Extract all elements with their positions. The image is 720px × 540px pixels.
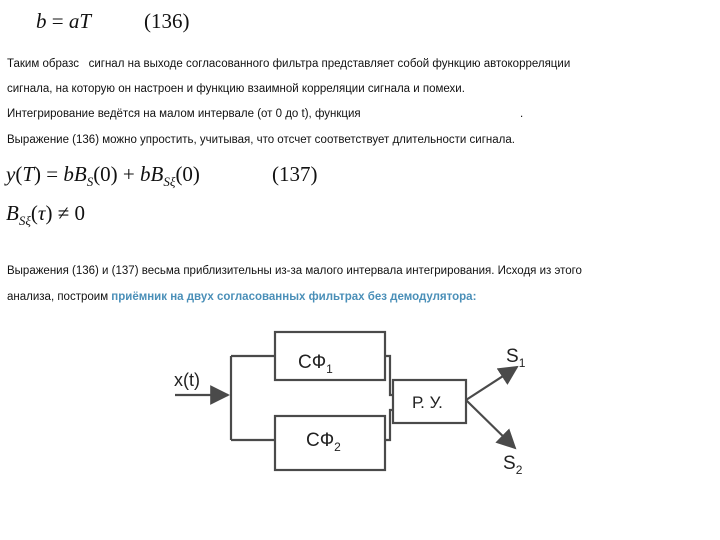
output-1-label [506, 346, 526, 370]
output-arrow-1 [466, 367, 517, 400]
highlighted-phrase: приёмник на двух согласованных фильтрах без демодулятора: [111, 291, 477, 303]
filter-1-main: СФ [298, 352, 327, 373]
filter2-to-decision-line [385, 410, 393, 440]
ineq-tau: τ [37, 201, 46, 225]
paragraph-2-dot: . [520, 108, 524, 120]
filter-2-sub: 2 [334, 440, 341, 454]
ineq-B: B [6, 201, 19, 225]
filter-2-main: СФ [306, 430, 335, 451]
eq137-B1: B [73, 162, 87, 186]
eq137-arg2: (0) [175, 162, 200, 186]
ineq-open: ( [30, 201, 38, 225]
eq137-b1: b [63, 162, 74, 186]
output-1-sub: 1 [518, 356, 526, 370]
equation-136-number: (136) [144, 9, 190, 33]
eq137-open: ( [15, 162, 23, 186]
eq137-b2: b [140, 162, 151, 186]
eq137-T: T [22, 162, 35, 186]
filter-1-sub: 1 [326, 362, 333, 376]
paragraph-3-line-1: Выражение (136) можно упростить, учитывая, что отсчет соответствует длительности сигнала. [7, 134, 515, 146]
filter-1-label [298, 352, 333, 376]
paragraph-1-line-2: сигнала, на которую он настроен и функцию взаимной корреляции сигнала и помехи. [7, 83, 465, 95]
eq137-sub1: S [86, 174, 94, 190]
filter1-to-decision-line [385, 356, 393, 395]
eq137-sub2: Sξ [163, 174, 176, 190]
output-2-sub: 2 [515, 463, 523, 477]
input-label: x(t) [174, 370, 200, 390]
eq136-b: b [36, 9, 47, 33]
eq136-equals: = [46, 9, 69, 33]
eq137-B2: B [150, 162, 164, 186]
output-2-label [503, 453, 523, 477]
eq137-y: y [6, 162, 16, 186]
eq137-close: ) = [34, 162, 64, 186]
eq136-a: a [68, 9, 80, 33]
paragraph-4-line-2-start: анализа, построим [7, 291, 112, 303]
filter-2-label [306, 430, 341, 454]
decision-device-label: Р. У. [412, 393, 443, 412]
eq136-T: T [79, 9, 92, 33]
paragraph-2-line-1: Интегрирование ведётся на малом интервале (от 0 до t), функция [7, 108, 361, 120]
paragraph-1-line-1: Таким образс сигнал на выходе согласованного фильтра представляет собой функцию автокорреляции [7, 58, 571, 70]
equation-137-number: (137) [272, 162, 318, 186]
output-2-main: S [503, 453, 516, 474]
eq137-arg1: (0) + [93, 162, 141, 186]
output-1-main: S [506, 346, 519, 367]
ineq-sub: Sξ [18, 213, 31, 229]
paragraph-4-line-1: Выражения (136) и (137) весьма приблизительны из-за малого интервала интегрирования. Исходя из этого [7, 265, 582, 277]
output-arrow-2 [466, 400, 515, 448]
ineq-close: ) ≠ 0 [45, 201, 85, 225]
